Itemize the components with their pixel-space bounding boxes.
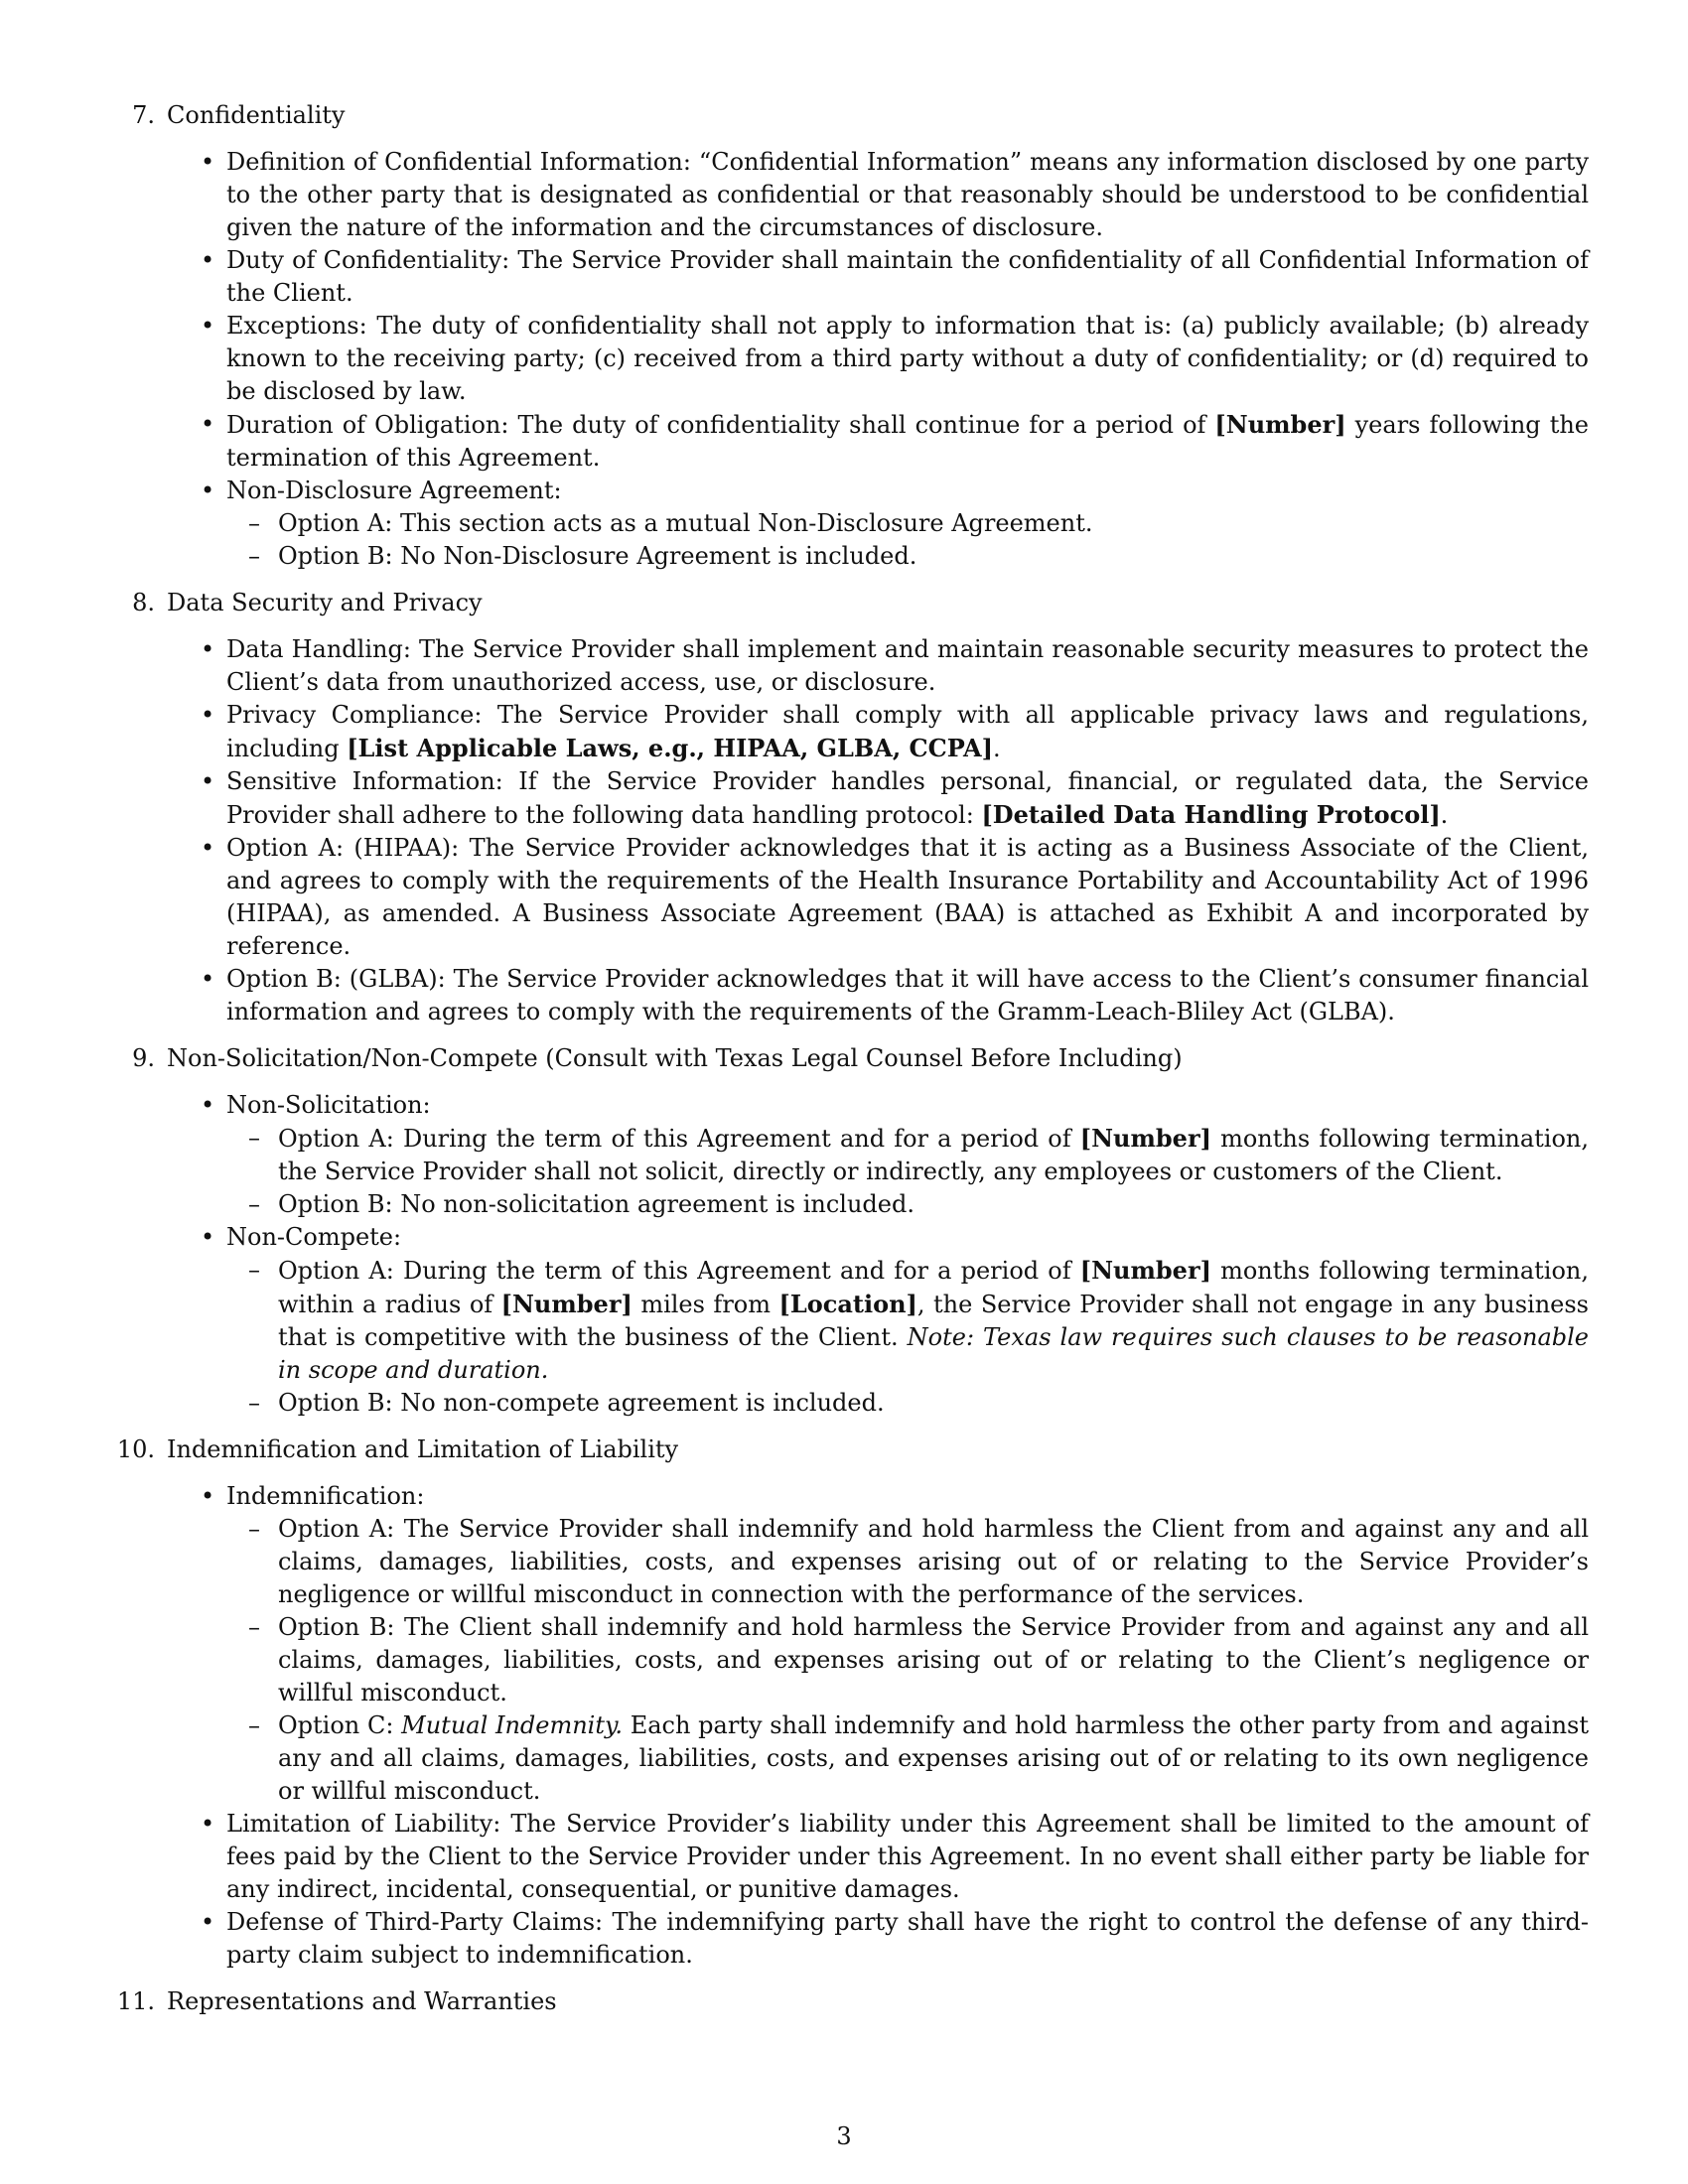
- bullet-icon: •: [201, 312, 215, 340]
- bullet-icon: •: [201, 410, 215, 438]
- list-item: [201, 310, 1589, 408]
- bullet-icon: •: [201, 1482, 215, 1510]
- sub-item: [248, 1122, 1590, 1188]
- placeholder-field: [Location]: [778, 1290, 917, 1318]
- item-text: The Service Provider shall implement and maintain reasonable security measures to protect the Client’s data from unauthorized access, use, or disclosure.: [226, 635, 1589, 696]
- sub-list: [226, 507, 1589, 573]
- section-title: Data Security and Privacy: [167, 589, 483, 616]
- item-label: Non-Solicitation:: [226, 1091, 431, 1119]
- document-body: [116, 99, 1590, 2032]
- bullet-icon: •: [201, 1908, 215, 1936]
- list-item: [201, 1089, 1590, 1221]
- list-item: [201, 765, 1589, 832]
- item-text: .: [993, 735, 1001, 762]
- sub-list: [226, 1254, 1589, 1420]
- bullet-icon: •: [201, 246, 215, 274]
- section-9-list: [119, 1089, 1589, 1420]
- list-item: [201, 244, 1590, 310]
- sub-item-text: Option C:: [278, 1711, 402, 1739]
- item-label: Sensitive Information:: [226, 767, 503, 795]
- item-text: “Confidential Information” means any information disclosed by one party to the other party that is designated as confidential or that reasonably should be understood to be confidential given the nature of the information and the circumstances of disclosure.: [226, 148, 1589, 241]
- item-text: years following the termination of this Agreement.: [226, 411, 1589, 472]
- sub-item-text: Option A: During the term of this Agreement and for a period of: [278, 1257, 1080, 1285]
- bullet-icon: •: [201, 1810, 215, 1838]
- sub-item: [248, 1709, 1589, 1808]
- sub-item: [248, 1387, 1589, 1420]
- sub-item-text: Option B: No Non-Disclosure Agreement is included.: [278, 542, 917, 570]
- sub-item-text: Option A: The Service Provider shall indemnify and hold harmless the Client from and against any and all claims, damages, liabilities, costs, and expenses arising out of or relating to the Service Provider’s negligence or willful misconduct in connection with the performance of the services.: [278, 1515, 1589, 1608]
- dash-icon: –: [248, 1711, 260, 1739]
- bullet-icon: •: [201, 701, 215, 729]
- bullet-icon: •: [201, 477, 215, 504]
- sub-item: [248, 507, 1589, 540]
- item-label: Exceptions:: [226, 312, 367, 340]
- section-11: [116, 1985, 1589, 2018]
- sub-item: [248, 1513, 1589, 1611]
- sub-item: [248, 1188, 1589, 1221]
- list-item: [201, 1808, 1590, 1906]
- list-item: [201, 1221, 1590, 1420]
- section-10: [116, 1433, 1590, 1972]
- dash-icon: –: [248, 1256, 260, 1284]
- dash-icon: –: [248, 1515, 260, 1543]
- section-8: [119, 587, 1589, 1028]
- section-7-list: [119, 146, 1589, 573]
- item-label: Definition of Confidential Information:: [226, 148, 691, 176]
- sub-list: [226, 1122, 1589, 1221]
- item-text: The Service Provider shall comply with all applicable privacy laws and regulations, including: [226, 701, 1589, 762]
- item-label: Duration of Obligation:: [226, 411, 509, 439]
- item-label: Defense of Third-Party Claims:: [226, 1908, 604, 1936]
- item-label: Option B: (GLBA):: [226, 965, 446, 993]
- section-7: [119, 99, 1589, 573]
- placeholder-field: [Detailed Data Handling Protocol]: [981, 800, 1441, 829]
- item-text: The Service Provider shall maintain the confidentiality of all Confidential Information of the Client.: [226, 246, 1590, 307]
- sub-item-text: Option A: During the term of this Agreement and for a period of: [278, 1125, 1080, 1153]
- dash-icon: –: [248, 1389, 260, 1417]
- item-text: The Service Provider acknowledges that it is acting as a Business Associate of the Client, and agrees to comply with the requirements of the Health Insurance Portability and Accountability Act of 1996 (HIPAA), as amended. A Business Associate Agreement (BAA) is attached as Exhibit A and incorporated by reference.: [226, 834, 1589, 960]
- item-label: Duty of Confidentiality:: [226, 246, 510, 274]
- section-heading: [119, 99, 1589, 132]
- page-number: 3: [836, 2122, 852, 2150]
- sub-item-text: , the Service Provider shall not engage in any business that is competitive with the business of the Client.: [278, 1291, 1590, 1351]
- sub-item-text: Each party shall indemnify and hold harmless the other party from and against any and all claims, damages, liabilities, costs, and expenses arising out of or relating to its own negligence or willful misconduct.: [278, 1711, 1589, 1805]
- dash-icon: –: [248, 1613, 260, 1641]
- section-heading: [116, 1985, 1589, 2018]
- bullet-icon: •: [201, 1091, 215, 1119]
- item-text: The Service Provider acknowledges that it will have access to the Client’s consumer financial information and agrees to comply with the requirements of the Gramm-Leach-Bliley Act (GLBA).: [226, 965, 1590, 1025]
- item-label: Non-Disclosure Agreement:: [226, 477, 562, 504]
- dash-icon: –: [248, 509, 260, 537]
- item-text: The indemnifying party shall have the right to control the defense of any third-party claim subject to indemnification.: [226, 1908, 1589, 1969]
- sub-item-text: miles from: [632, 1291, 779, 1318]
- bullet-icon: •: [201, 965, 215, 993]
- list-item: [201, 1480, 1589, 1808]
- dash-icon: –: [248, 1190, 260, 1218]
- item-label: Non-Compete:: [226, 1223, 402, 1251]
- list-item: [201, 832, 1589, 963]
- bullet-icon: •: [201, 1223, 215, 1251]
- placeholder-field: [Number]: [1079, 1124, 1211, 1153]
- list-item: [201, 963, 1590, 1028]
- bullet-icon: •: [201, 767, 215, 795]
- section-heading: [119, 587, 1589, 619]
- placeholder-field: [Number]: [1079, 1256, 1211, 1285]
- item-label: Indemnification:: [226, 1482, 425, 1510]
- sub-list: [226, 1513, 1589, 1808]
- bullet-icon: •: [201, 148, 215, 176]
- section-title: Representations and Warranties: [167, 1987, 557, 2015]
- sub-item: [248, 1254, 1590, 1387]
- sub-item-text: months following termination, the Service Provider shall not solicit, directly or indirectly, any employees or customers of the Client.: [278, 1125, 1590, 1185]
- section-10-list: [119, 1480, 1589, 1972]
- legal-note: Note: Texas law requires such clauses to be reasonable in scope and duration.: [278, 1323, 1589, 1384]
- sub-item-text: Option B: No non-compete agreement is included.: [278, 1389, 885, 1417]
- sub-item-text: Option B: The Client shall indemnify and hold harmless the Service Provider from and against any and all claims, damages, liabilities, costs, and expenses arising out of or relating to the Client’s negligence or willful misconduct.: [278, 1613, 1589, 1706]
- item-text: The duty of confidentiality shall not apply to information that is: (a) publicly available; (b) already known to the receiving party; (c) received from a third party without a duty of confidentiality; or (d) required to be disclosed by law.: [226, 312, 1589, 405]
- section-number: 9.: [132, 1044, 155, 1072]
- section-title: Indemnification and Limitation of Liability: [167, 1435, 679, 1463]
- section-9: [119, 1042, 1589, 1420]
- section-number: 10.: [116, 1435, 155, 1463]
- bullet-icon: •: [201, 635, 215, 663]
- section-number: 7.: [132, 101, 155, 129]
- item-label: Data Handling:: [226, 635, 411, 663]
- sub-item-text: Option B: No non-solicitation agreement is included.: [278, 1190, 914, 1218]
- section-title: Non-Solicitation/Non-Compete (Consult with Texas Legal Counsel Before Including): [167, 1044, 1183, 1072]
- bullet-icon: •: [201, 834, 215, 862]
- list-item: [201, 146, 1589, 244]
- list-item: [201, 475, 1589, 573]
- dash-icon: –: [248, 1124, 260, 1152]
- list-item: [201, 633, 1589, 699]
- list-item: [201, 1906, 1589, 1972]
- section-heading: [119, 1042, 1589, 1075]
- section-number: 11.: [116, 1987, 155, 2015]
- sub-item-text: months following termination, within a radius of: [278, 1257, 1590, 1318]
- section-number: 8.: [132, 589, 155, 616]
- item-text: If the Service Provider handles personal, financial, or regulated data, the Service Provider shall adhere to the following data handling protocol:: [226, 767, 1589, 829]
- option-title: Mutual Indemnity.: [401, 1711, 624, 1739]
- list-item: [201, 699, 1589, 765]
- section-title: Confidentiality: [167, 101, 346, 129]
- item-label: Option A: (HIPAA):: [226, 834, 460, 862]
- item-label: Privacy Compliance:: [226, 701, 483, 729]
- placeholder-field: [Number]: [1214, 410, 1346, 439]
- sub-item: [248, 540, 1589, 573]
- list-item: [201, 408, 1589, 475]
- item-label: Limitation of Liability:: [226, 1810, 501, 1838]
- sub-item: [248, 1611, 1589, 1709]
- dash-icon: –: [248, 542, 260, 570]
- item-text: .: [1440, 801, 1449, 829]
- section-heading: [116, 1433, 1589, 1466]
- sub-item-text: Option A: This section acts as a mutual Non-Disclosure Agreement.: [278, 509, 1093, 537]
- placeholder-field: [List Applicable Laws, e.g., HIPAA, GLBA, CCPA]: [347, 734, 994, 762]
- item-text: The duty of confidentiality shall continue for a period of: [508, 411, 1215, 439]
- section-8-list: [119, 633, 1589, 1028]
- item-text: The Service Provider’s liability under this Agreement shall be limited to the amount of fees paid by the Client to the Service Provider under this Agreement. In no event shall either party be liable for any indirect, incidental, consequential, or punitive damages.: [226, 1810, 1590, 1903]
- placeholder-field: [Number]: [500, 1290, 633, 1318]
